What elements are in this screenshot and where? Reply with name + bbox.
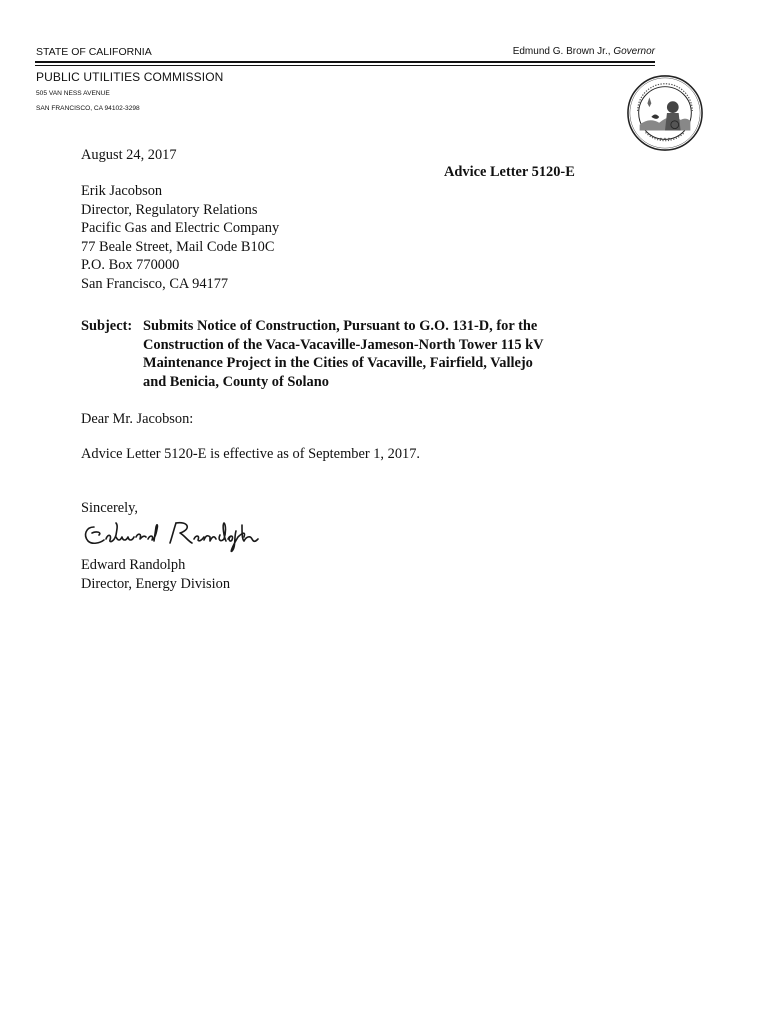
recipient-po-box: P.O. Box 770000	[81, 257, 180, 274]
subject-line: Construction of the Vaca-Vacaville-Jameson-North Tower 115 kV	[143, 336, 544, 353]
agency-address-line2: SAN FRANCISCO, CA 94102-3298	[36, 105, 140, 112]
closing: Sincerely,	[81, 500, 139, 516]
subject-label: Subject:	[81, 318, 133, 334]
governor-line	[513, 46, 655, 57]
handwritten-signature	[80, 513, 262, 555]
salutation: Dear Mr. Jacobson:	[81, 411, 194, 427]
governor-name: Edmund G. Brown Jr.,	[512, 46, 611, 57]
subject-text	[143, 317, 544, 391]
recipient-title: Director, Regulatory Relations	[81, 201, 258, 218]
agency-name: PUBLIC UTILITIES COMMISSION	[36, 70, 224, 84]
advice-letter-reference: Advice Letter 5120-E	[444, 164, 575, 180]
governor-title: Governor	[613, 46, 655, 57]
agency-address-line1: 505 VAN NESS AVENUE	[36, 90, 110, 97]
recipient-city: San Francisco, CA 94177	[81, 275, 229, 292]
signer-name: Edward Randolph	[81, 557, 186, 573]
recipient-name: Erik Jacobson	[81, 183, 163, 199]
subject-line: Maintenance Project in the Cities of Vacaville, Fairfield, Vallejo	[143, 355, 533, 372]
header-rule-thin	[35, 65, 655, 66]
subject-line: and Benicia, County of Solano	[143, 373, 329, 390]
recipient-address-block	[81, 182, 279, 294]
svg-text:* * *: * * *	[659, 137, 671, 144]
california-state-seal-icon	[626, 74, 704, 152]
header-rule-thick	[35, 61, 655, 63]
recipient-street: 77 Beale Street, Mail Code B10C	[81, 238, 275, 255]
body-paragraph: Advice Letter 5120-E is effective as of September 1, 2017.	[81, 446, 421, 462]
state-header: STATE OF CALIFORNIA	[36, 46, 152, 58]
subject-line: Submits Notice of Construction, Pursuant to G.O. 131-D, for the	[143, 318, 538, 334]
recipient-company: Pacific Gas and Electric Company	[81, 220, 280, 237]
signer-title: Director, Energy Division	[81, 576, 231, 592]
letter-date: August 24, 2017	[81, 147, 177, 163]
